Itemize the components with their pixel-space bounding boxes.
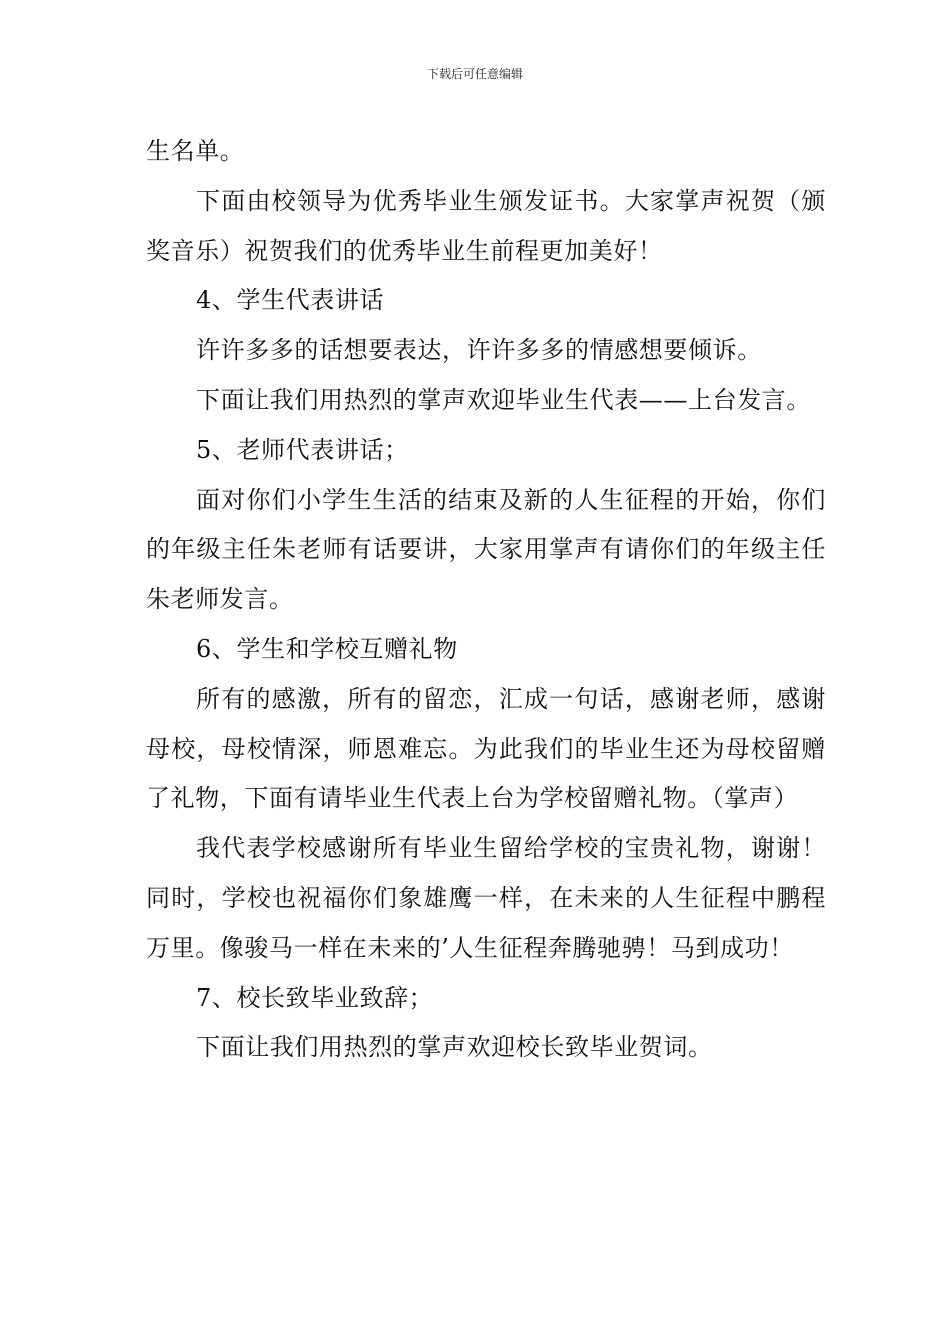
paragraph-teacher-speech-invite: 面对你们小学生生活的结束及新的人生征程的开始，你们的年级主任朱老师有话要讲，大家用掌声有请你们的年级主任朱老师发言。 [146, 485, 826, 614]
paragraph-gift-exchange: 所有的感激，所有的留恋，汇成一句话，感谢老师，感谢母校，母校情深，师恩难忘。为此我们的毕业生还为母校留赠了礼物，下面有请毕业生代表上台为学校留赠礼物。（掌声） [146, 684, 826, 813]
page-header-note: 下载后可任意编辑 [426, 67, 523, 81]
paragraph-principal-speech-invite: 下面让我们用热烈的掌声欢迎校长致毕业贺词。 [196, 1033, 713, 1062]
paragraph-student-list-end: 生名单。 [146, 137, 245, 165]
paragraph-student-speech-intro: 许许多多的话想要表达，许许多多的情感想要倾诉。 [196, 336, 762, 365]
section-heading-gift-exchange: 6、学生和学校互赠礼物 [196, 634, 458, 663]
paragraph-school-thanks: 我代表学校感谢所有毕业生留给学校的宝贵礼物，谢谢！同时，学校也祝福你们象雄鹰一样，在未来的人生征程中鹏程万里。像骏马一样在未来的’人生征程奔腾驰骋！马到成功！ [146, 834, 826, 962]
paragraph-award-certificates: 下面由校领导为优秀毕业生颁发证书。大家掌声祝贺（颁奖音乐）祝贺我们的优秀毕业生前程更加美好！ [146, 186, 826, 265]
section-heading-teacher-speech: 5、老师代表讲话； [196, 435, 409, 464]
section-heading-student-speech: 4、学生代表讲话 [196, 286, 385, 315]
section-heading-principal-speech: 7、校长致毕业致辞； [196, 983, 434, 1012]
document-body [146, 127, 826, 1073]
paragraph-student-speech-invite: 下面让我们用热烈的掌声欢迎毕业生代表——上台发言。 [196, 385, 811, 414]
